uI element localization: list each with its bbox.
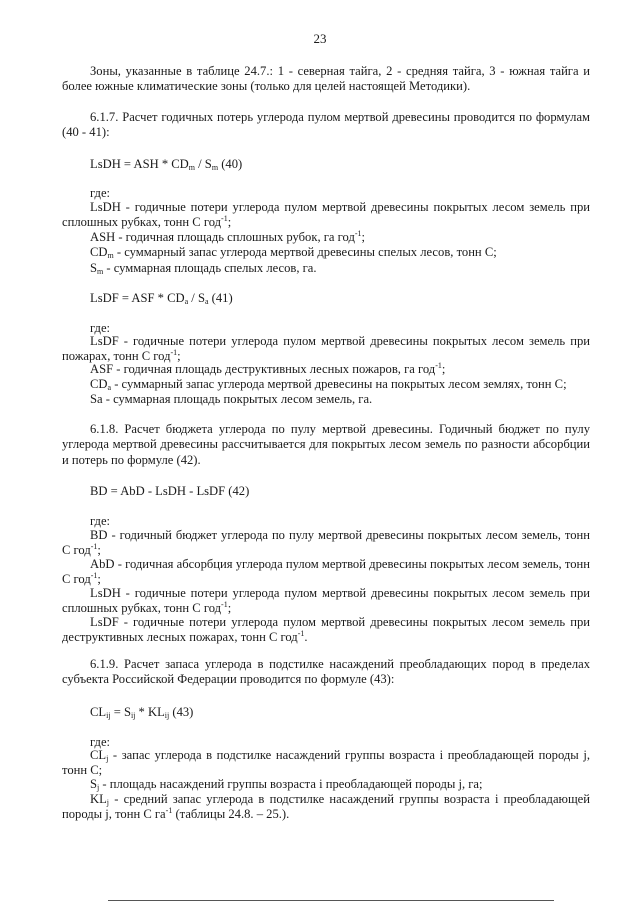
def-asf: ASF - годичная площадь деструктивных лесных пожаров, га год$^{-1}$; xyxy=(90,361,446,376)
def-sm: $S_m$ - суммарная площадь спелых лесов, га. xyxy=(90,261,317,276)
where-label: где: xyxy=(90,514,111,528)
formula-42: BD = AbD - LsDH - LsDF (42) xyxy=(90,484,250,498)
formula-41: LsDF = ASF * $CD_a / S_a$ (41) xyxy=(90,291,233,306)
page-number: 23 xyxy=(313,31,327,46)
def-abd: AbD - годичная абсорбция углерода пулом мертвой древесины покрытых лесом земель, тонн С год$^{-1}$; xyxy=(62,557,590,587)
def-cdm: $CD_m$ - суммарный запас углерода мертвой древесины спелых лесов, тонн С; xyxy=(90,245,497,260)
formula-43: $CL_{ij} = S_{ij} * KL_{ij}$ (43) xyxy=(90,705,194,720)
def-bd: BD - годичный бюджет углерода по пулу мертвой древесины покрытых лесом земель, тонн С год$^{-1}$; xyxy=(62,528,590,558)
section-6-1-9: 6.1.9. Расчет запаса углерода в подстилке насаждений преобладающих пород в пределах субъекта Российской Федерации проводится по формуле (43): xyxy=(62,657,590,687)
section-6-1-7: 6.1.7. Расчет годичных потерь углерода пулом мертвой древесины проводится по формулам (40 - 41): xyxy=(62,110,590,140)
def-sa: Sa - суммарная площадь покрытых лесом земель, га. xyxy=(90,392,373,406)
def-lsdf: LsDF - годичные потери углерода пулом мертвой древесины покрытых лесом земель при пожарах, тонн С год$^{-1}$; xyxy=(62,334,590,364)
def-cda: $CD_a$ - суммарный запас углерода мертвой древесины на покрытых лесом землях, тонн С; xyxy=(90,377,567,392)
where-label: где: xyxy=(90,186,111,200)
def-lsdh-2: LsDH - годичные потери углерода пулом мертвой древесины покрытых лесом земель при сплошных рубках, тонн С год$^{-1}$; xyxy=(62,586,590,616)
where-label: где: xyxy=(90,321,111,335)
def-kl: $KL_j$ - средний запас углерода в подстилке насаждений группы возраста i преобладающей породы j, тонн С $га^{-1}$ (таблицы 24.8. – 25.). xyxy=(62,792,590,822)
def-lsdf-2: LsDF - годичные потери углерода пулом мертвой древесины покрытых лесом земель при деструктивных лесных пожарах, тонн С год$^{-1}$. xyxy=(62,615,590,645)
section-6-1-8: 6.1.8. Расчет бюджета углерода по пулу мертвой древесины. Годичный бюджет по пулу углерода мертвой древесины рассчитывается для покрытых лесом земель по разности абсорбции и потерь по формуле (42). xyxy=(62,422,590,467)
where-label: где: xyxy=(90,735,111,749)
def-cl: $CL_j$ - запас углерода в подстилке насаждений группы возраста i преобладающей породы j, тонн С; xyxy=(62,748,590,778)
def-s: $S_j$ - площадь насаждений группы возраста i преобладающей породы j, га; xyxy=(90,777,483,792)
def-lsdh: LsDH - годичные потери углерода пулом мертвой древесины покрытых лесом земель при сплошных рубках, тонн С год$^{-1}$; xyxy=(62,200,590,230)
formula-40: LsDH = ASH * $CD_m / S_m$ (40) xyxy=(90,157,243,172)
intro-paragraph: Зоны, указанные в таблице 24.7.: 1 - северная тайга, 2 - средняя тайга, 3 - южная тайга и более южные климатические зоны (только для целей настоящей Методики). xyxy=(62,64,590,94)
scan-edge-line xyxy=(108,900,554,901)
def-ash: ASH - годичная площадь сплошных рубок, га год$^{-1}$; xyxy=(90,229,366,244)
